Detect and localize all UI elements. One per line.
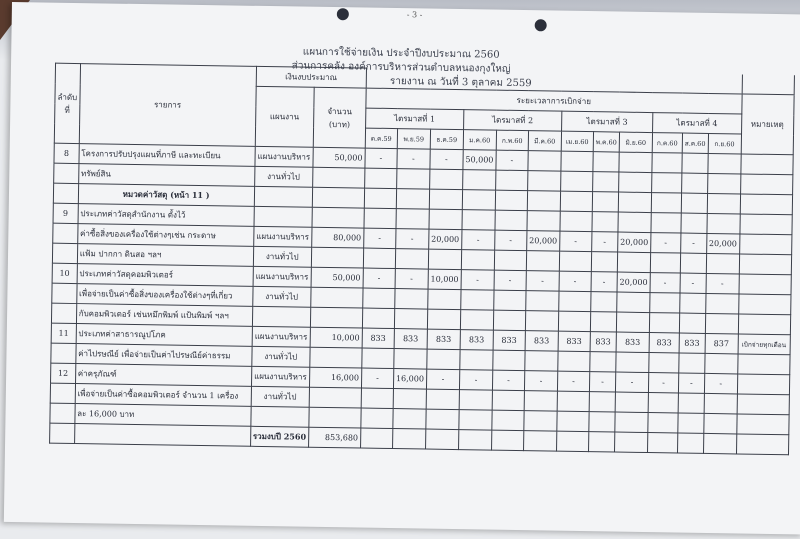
total-empty <box>614 432 647 453</box>
row-remark <box>739 254 791 275</box>
row-month-value <box>592 212 618 232</box>
total-empty <box>556 431 588 452</box>
total-spacer <box>74 424 250 447</box>
row-month-value <box>557 391 589 412</box>
row-item: ค่าไปรษณีย์ เพื่อจ่ายเป็นค่าไปรษณีย์ค่าธรรม <box>76 344 252 367</box>
row-month-value <box>526 291 559 312</box>
row-month-value: 833 <box>525 331 558 352</box>
row-month-value: - <box>524 371 557 392</box>
row-month-value <box>615 412 648 433</box>
row-month-value <box>591 292 617 312</box>
row-month-value <box>678 393 704 413</box>
header-org: ส่วนการคลัง องค์การบริหารส่วนตำบลหนองกุงใหญ่ <box>291 60 511 75</box>
row-remark <box>740 214 792 235</box>
row-month-value: 20,000 <box>706 233 739 254</box>
row-plan: แผนงานบริหาร <box>251 366 309 387</box>
row-amount <box>310 307 362 328</box>
row-month-value <box>462 210 495 231</box>
row-number <box>51 343 76 363</box>
row-month-value <box>364 208 396 229</box>
row-month-value <box>590 312 616 332</box>
row-month-value <box>680 253 706 273</box>
row-month-value <box>459 410 492 431</box>
row-month-value <box>395 289 428 310</box>
row-amount: 50,000 <box>311 267 363 288</box>
row-plan: แผนงานบริหาร <box>252 326 310 347</box>
row-month-value <box>706 253 739 274</box>
row-plan: แผนงานบริหาร <box>253 226 311 247</box>
month-header: มี.ค.60 <box>528 131 561 152</box>
row-month-value <box>558 311 590 332</box>
month-header: ก.พ.60 <box>496 130 528 151</box>
row-number <box>54 163 79 183</box>
row-month-value <box>493 310 525 331</box>
row-month-value <box>705 313 738 334</box>
row-plan: แผนงานบริหาร <box>253 266 311 287</box>
row-plan <box>252 306 310 327</box>
row-month-value: - <box>681 233 707 253</box>
total-label: รวมงบปี 2560 <box>250 426 308 447</box>
row-month-value: - <box>395 269 428 290</box>
row-month-value: 16,000 <box>393 369 426 390</box>
row-month-value <box>649 313 679 333</box>
row-month-value: - <box>363 268 395 289</box>
row-plan: งานทั่วไป <box>254 166 312 187</box>
row-month-value <box>361 408 393 429</box>
month-header: เม.ย.60 <box>561 131 593 152</box>
row-month-value: 837 <box>705 333 738 354</box>
row-month-value <box>560 191 592 212</box>
row-plan: งานทั่วไป <box>252 286 310 307</box>
row-month-value <box>616 352 649 373</box>
row-month-value: - <box>592 232 618 252</box>
row-month-value <box>493 350 525 371</box>
row-month-value <box>495 190 527 211</box>
row-remark <box>739 274 791 295</box>
row-month-value <box>678 413 704 433</box>
row-month-value <box>648 393 678 413</box>
row-remark <box>737 394 789 415</box>
total-empty <box>588 432 614 452</box>
row-month-value <box>460 310 493 331</box>
row-number <box>50 403 75 423</box>
row-month-value <box>589 412 615 432</box>
row-month-value <box>364 188 396 209</box>
month-header: ธ.ค.59 <box>430 129 463 150</box>
month-header: ก.ย.60 <box>708 133 741 154</box>
row-month-value: - <box>364 228 396 249</box>
row-month-value <box>495 210 527 231</box>
row-number: 11 <box>51 323 76 343</box>
row-month-value: 833 <box>362 328 394 349</box>
row-month-value <box>393 409 426 430</box>
row-remark <box>740 194 792 215</box>
row-month-value <box>362 308 394 329</box>
row-month-value <box>492 410 524 431</box>
row-month-value: 20,000 <box>527 231 560 252</box>
row-month-value <box>492 390 524 411</box>
row-month-value: - <box>557 371 589 392</box>
row-month-value <box>648 413 678 433</box>
punch-hole-left <box>337 8 349 20</box>
row-month-value: - <box>680 273 706 293</box>
row-month-value <box>427 349 460 370</box>
punch-hole-right <box>535 19 547 31</box>
row-month-value: - <box>706 273 739 294</box>
row-month-value <box>704 353 737 374</box>
row-month-value: 833 <box>649 333 679 353</box>
row-month-value <box>396 209 429 230</box>
row-month-value: - <box>650 273 680 293</box>
row-amount <box>309 407 361 428</box>
page-number: - 3 - <box>406 10 423 20</box>
row-month-value <box>427 309 460 330</box>
row-month-value <box>394 309 427 330</box>
row-month-value: 833 <box>427 329 460 350</box>
row-month-value <box>364 168 396 189</box>
row-month-value <box>527 211 560 232</box>
row-month-value <box>428 289 461 310</box>
row-month-value <box>526 251 559 272</box>
row-month-value <box>524 391 557 412</box>
row-month-value: - <box>559 271 591 292</box>
row-month-value <box>560 171 592 192</box>
row-month-value <box>494 250 526 271</box>
row-month-value: - <box>426 369 459 390</box>
row-month-value <box>363 288 395 309</box>
row-item: ทรัพย์สิน <box>78 164 254 187</box>
total-empty <box>523 431 556 452</box>
row-number: 9 <box>53 203 78 223</box>
row-item: ประเภทค่าวัสดุคอมพิวเตอร์ <box>77 264 253 287</box>
row-month-value: - <box>462 230 495 251</box>
row-month-value: - <box>704 373 737 394</box>
row-month-value: - <box>459 370 492 391</box>
row-month-value <box>426 389 459 410</box>
row-month-value <box>589 392 615 412</box>
row-month-value: 50,000 <box>463 150 496 171</box>
row-item: ค่าซื้อสิ่งของเครื่องใช้ต่างๆเช่น กระดาษ <box>77 224 253 247</box>
row-plan <box>254 186 312 207</box>
col-item-header: รายการ <box>79 64 256 147</box>
row-month-value <box>652 153 682 173</box>
total-amount: 853,680 <box>308 427 360 448</box>
row-month-value: - <box>397 149 430 170</box>
row-month-value: - <box>461 270 494 291</box>
row-month-value <box>651 193 681 213</box>
row-month-value <box>462 170 495 191</box>
row-item: ละ 16,000 บาท <box>75 404 251 427</box>
row-month-value: - <box>560 231 592 252</box>
row-month-value <box>649 353 679 373</box>
row-number <box>53 223 78 243</box>
row-month-value <box>707 173 740 194</box>
row-month-value <box>680 293 706 313</box>
month-header: พ.ย.59 <box>397 129 430 150</box>
month-header: ต.ค.59 <box>365 128 397 149</box>
row-plan <box>254 206 312 227</box>
row-amount <box>311 247 363 268</box>
row-month-value <box>616 312 649 333</box>
row-month-value <box>393 389 426 410</box>
row-month-value: - <box>492 370 524 391</box>
row-month-value: - <box>678 373 704 393</box>
row-number: 8 <box>54 143 79 163</box>
col-period-header: ระยะเวลาการเบิกจ่าย <box>366 88 742 114</box>
row-plan: งานทั่วไป <box>251 386 309 407</box>
row-remark <box>739 234 791 255</box>
row-amount: 16,000 <box>309 367 361 388</box>
row-month-value <box>615 392 648 413</box>
quarter-header: ไตรมาสที่ 4 <box>652 113 741 134</box>
row-month-value <box>527 191 560 212</box>
month-header: ม.ค.60 <box>463 130 496 151</box>
row-month-value: 10,000 <box>428 269 461 290</box>
row-month-value <box>590 352 616 372</box>
row-month-value: 833 <box>679 333 705 353</box>
row-month-value <box>494 290 526 311</box>
row-month-value <box>650 293 680 313</box>
row-month-value <box>618 212 651 233</box>
row-month-value: - <box>589 372 615 392</box>
row-plan: งานทั่วไป <box>253 246 311 267</box>
row-month-value <box>619 152 652 173</box>
col-remark-header: หมายเหตุ <box>741 94 794 155</box>
row-month-value <box>618 172 651 193</box>
row-month-value: - <box>396 229 429 250</box>
row-amount <box>310 347 362 368</box>
row-month-value <box>428 249 461 270</box>
row-month-value <box>651 173 681 193</box>
row-month-value <box>707 193 740 214</box>
row-month-value <box>592 192 618 212</box>
row-month-value <box>396 189 429 210</box>
row-month-value: - <box>430 149 463 170</box>
row-number <box>50 383 75 403</box>
row-month-value <box>617 292 650 313</box>
total-empty <box>458 430 491 451</box>
row-month-value: 833 <box>616 332 649 353</box>
row-plan <box>251 406 309 427</box>
row-month-value <box>593 152 619 172</box>
row-month-value: - <box>365 148 397 169</box>
quarter-header: ไตรมาสที่ 1 <box>365 108 463 130</box>
row-month-value <box>524 411 557 432</box>
month-header: ส.ค.60 <box>682 133 708 153</box>
month-header: พ.ค.60 <box>593 132 619 152</box>
header-title: แผนการใช้จ่ายเงิน ประจำปีงบประมาณ 2560 <box>302 46 500 61</box>
row-item: โครงการปรับปรุงแผนที่ภาษี และทะเบียน <box>79 144 255 167</box>
row-month-value <box>650 253 680 273</box>
row-month-value: 833 <box>590 332 616 352</box>
row-month-value <box>561 151 593 172</box>
total-empty <box>647 433 677 453</box>
row-month-value: - <box>651 233 681 253</box>
row-remark <box>737 374 789 395</box>
row-amount <box>312 207 364 228</box>
row-month-value <box>617 252 650 273</box>
row-month-value <box>707 213 740 234</box>
row-month-value: 833 <box>493 330 525 351</box>
row-amount: 80,000 <box>312 227 364 248</box>
row-month-value <box>363 248 395 269</box>
amount-label: จำนวน <box>327 106 353 116</box>
row-month-value <box>459 390 492 411</box>
row-remark <box>738 294 790 315</box>
row-month-value <box>426 409 459 430</box>
row-month-value <box>681 193 707 213</box>
row-month-value <box>679 313 705 333</box>
total-empty <box>360 428 392 449</box>
col-amount-header <box>313 87 366 148</box>
row-month-value <box>429 189 462 210</box>
row-month-value <box>495 170 527 191</box>
col-budget-header: เงินงบประมาณ <box>256 66 366 88</box>
row-month-value <box>460 350 493 371</box>
row-month-value <box>651 213 681 233</box>
row-month-value: 20,000 <box>618 232 651 253</box>
row-remark <box>736 414 788 435</box>
row-item: แฟ้ม ปากกา ดินสอ ฯลฯ <box>77 244 253 267</box>
row-month-value <box>395 249 428 270</box>
quarter-header: ไตรมาสที่ 2 <box>463 110 561 132</box>
total-empty <box>425 429 458 450</box>
row-month-value <box>461 250 494 271</box>
row-month-value: 20,000 <box>429 229 462 250</box>
total-empty <box>677 433 703 453</box>
row-month-value <box>525 311 558 332</box>
row-item: กับคอมพิวเตอร์ เช่นหมึกพิมพ์ แป้นพิมพ์ ฯลฯ <box>76 304 252 327</box>
row-item: ประเภทค่าวัสดุสำนักงาน ตั้งไว้ <box>78 204 254 227</box>
row-month-value <box>592 172 618 192</box>
row-amount: 10,000 <box>310 327 362 348</box>
row-number: 10 <box>52 263 77 283</box>
row-month-value <box>461 290 494 311</box>
total-empty <box>491 430 523 451</box>
row-number <box>53 183 78 203</box>
month-header: ก.ค.60 <box>652 133 682 153</box>
row-month-value: - <box>526 271 559 292</box>
total-empty <box>392 429 425 450</box>
total-spacer <box>50 423 75 443</box>
row-remark: เบิกจ่ายทุกเดือน <box>738 334 790 355</box>
amount-unit: (บาท) <box>328 119 351 129</box>
row-month-value <box>708 153 741 174</box>
row-item: ประเภทค่าสาธารณูปโภค <box>76 324 252 347</box>
col-plan-header: แผนงาน <box>255 86 314 147</box>
row-month-value: - <box>591 272 617 292</box>
row-number <box>51 303 76 323</box>
row-month-value <box>703 413 736 434</box>
row-number <box>52 283 77 303</box>
row-amount <box>311 287 363 308</box>
row-month-value <box>559 291 591 312</box>
row-month-value <box>679 353 705 373</box>
row-month-value <box>429 169 462 190</box>
row-month-value <box>362 348 394 369</box>
row-month-value <box>396 169 429 190</box>
row-month-value: 833 <box>394 329 427 350</box>
header-date: รายงาน ณ วันที่ 3 ตุลาคม 2559 <box>389 75 532 90</box>
total-empty <box>736 434 788 455</box>
row-number: 12 <box>51 363 76 383</box>
row-item: ค่าครุภัณฑ์ <box>75 364 251 387</box>
row-remark <box>740 174 792 195</box>
row-month-value: 833 <box>460 330 493 351</box>
row-month-value <box>527 171 560 192</box>
total-empty <box>703 433 736 454</box>
row-remark <box>737 354 789 375</box>
quarter-header: ไตรมาสที่ 3 <box>561 111 652 132</box>
row-month-value <box>429 209 462 230</box>
row-item: เพื่อจ่ายเป็นค่าซื้อคอมพิวเตอร์ จำนวน 1 เครื่อง <box>75 384 251 407</box>
row-month-value <box>618 192 651 213</box>
col-seq-header: ลำดับที่ <box>54 63 80 143</box>
row-amount: 50,000 <box>313 147 365 168</box>
row-month-value <box>559 251 591 272</box>
row-month-value <box>525 351 558 372</box>
row-month-value <box>558 351 590 372</box>
row-month-value: - <box>361 368 393 389</box>
budget-table <box>49 63 795 456</box>
row-item: หมวดค่าวัสดุ (หน้า 11 ) <box>78 184 254 207</box>
row-month-value <box>681 173 707 193</box>
month-header: มิ.ย.60 <box>619 132 652 153</box>
row-month-value <box>557 411 589 432</box>
row-amount <box>312 167 364 188</box>
row-month-value <box>682 153 708 173</box>
row-month-value: - <box>496 150 528 171</box>
row-amount <box>312 187 364 208</box>
row-remark <box>741 154 793 175</box>
row-month-value <box>705 293 738 314</box>
row-month-value: 833 <box>558 331 590 352</box>
row-month-value: - <box>648 373 678 393</box>
row-month-value <box>704 393 737 414</box>
row-month-value <box>560 211 592 232</box>
row-month-value <box>528 151 561 172</box>
row-number <box>52 243 77 263</box>
row-month-value <box>361 388 393 409</box>
row-month-value: - <box>495 230 527 251</box>
row-month-value <box>681 213 707 233</box>
row-month-value <box>394 349 427 370</box>
row-remark <box>738 314 790 335</box>
row-plan: งานทั่วไป <box>251 346 309 367</box>
row-amount <box>309 387 361 408</box>
row-month-value <box>591 252 617 272</box>
row-month-value <box>462 190 495 211</box>
row-month-value: 20,000 <box>617 272 650 293</box>
row-month-value: - <box>615 372 648 393</box>
document-sheet <box>4 2 800 535</box>
row-month-value: - <box>494 270 526 291</box>
row-item: เพื่อจ่ายเป็นค่าซื้อสิ่งของเครื่องใช้ต่างๆที่เกี่ยว <box>76 284 252 307</box>
row-plan: แผนงานบริหาร <box>255 146 313 167</box>
